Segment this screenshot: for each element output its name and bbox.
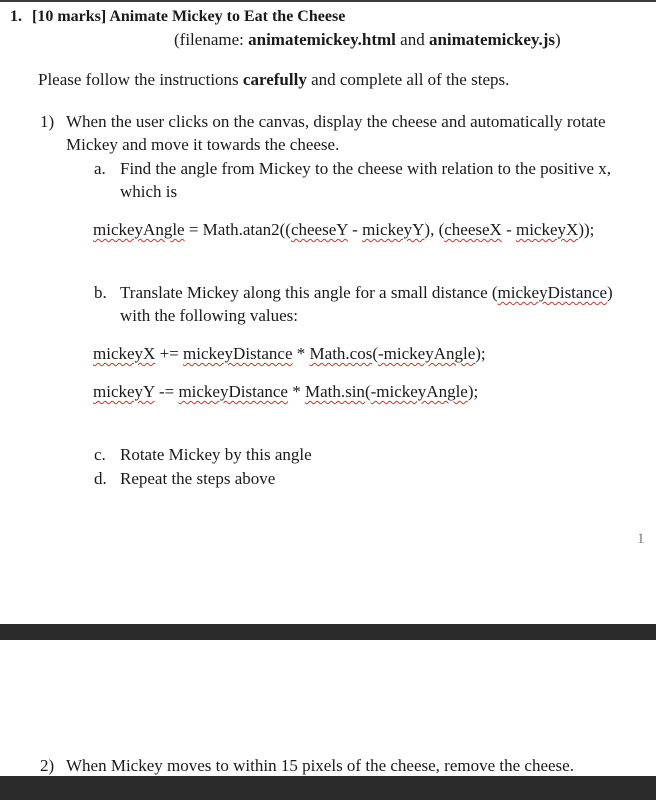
formula-angle-mid4: - (501, 220, 516, 239)
question-title: Animate Mickey to Eat the Cheese (109, 8, 346, 25)
page-number: 1 (637, 531, 645, 547)
step1-line1: When the user clicks on the canvas, display the cheese and automatically rotate (66, 112, 606, 131)
filename-js: animatemickey.js (428, 30, 556, 49)
var-mickey-x: mickeyX (515, 220, 579, 239)
question-heading (10, 8, 345, 26)
fx-var: mickeyX (93, 344, 156, 363)
formula-angle-mid2: - (347, 220, 363, 239)
fy-var: mickeyY (93, 382, 155, 401)
intro-before: Please follow the instructions (38, 70, 243, 89)
step1-line2: Mickey and move it towards the cheese. (66, 135, 340, 154)
question-number: 1. (10, 8, 22, 25)
step-a-letter: a. (94, 159, 106, 178)
var-cheese-x: cheeseX (444, 220, 502, 239)
fy-end: ); (467, 382, 479, 401)
filename-prefix: (filename: (174, 30, 249, 49)
step-b-line1 (120, 283, 613, 303)
fy-fn: Math.sin (304, 382, 365, 401)
var-mickey-y: mickeyY (362, 220, 425, 239)
intro-bold: carefully (242, 70, 307, 89)
page-break-band (0, 624, 656, 640)
fx-fn: Math.cos (309, 344, 373, 363)
var-mickey-angle: mickeyAngle (93, 220, 185, 239)
intro-line (38, 70, 509, 90)
fy-dist: mickeyDistance (178, 382, 288, 401)
step-b-letter: b. (94, 283, 107, 302)
question-marks: [10 marks] (32, 8, 107, 25)
top-border (0, 0, 656, 2)
bottom-band (0, 776, 656, 800)
step1-number: 1) (40, 112, 55, 131)
step2-text: When Mickey moves to within 15 pixels of the cheese, remove the cheese. (66, 756, 574, 775)
step-b-line2: with the following values: (120, 306, 299, 325)
fx-dist: mickeyDistance (183, 344, 293, 363)
step-b-line1-after: ) (607, 283, 613, 302)
step-d-text: Repeat the steps above (120, 469, 276, 488)
step-b-line1-before: Translate Mickey along this angle for a small distance ( (120, 283, 498, 302)
fy-op: -= (154, 382, 179, 401)
filename-suffix: ) (555, 30, 561, 49)
step-c-text: Rotate Mickey by this angle (120, 445, 312, 464)
fx-arg: -mickeyAngle (378, 344, 476, 363)
formula-angle-mid3: ), ( (424, 220, 445, 239)
var-cheese-y: cheeseY (290, 220, 348, 239)
formula-angle-end: )); (578, 220, 595, 239)
fy-arg: -mickeyAngle (370, 382, 468, 401)
formula-angle-mid1: = Math.atan2(( (184, 220, 291, 239)
filename-line (174, 30, 561, 50)
fy-mult: * (287, 382, 305, 401)
fx-op: += (155, 344, 184, 363)
step2-number: 2) (40, 756, 55, 775)
formula-y (93, 382, 478, 402)
formula-angle (93, 220, 594, 240)
intro-after: and complete all of the steps. (306, 70, 510, 89)
fx-end: ); (475, 344, 486, 363)
step-a-line2: which is (120, 182, 178, 201)
fx-mult: * (292, 344, 310, 363)
fx-paren: ( (372, 344, 378, 363)
filename-html: animatemickey.html (248, 30, 396, 49)
var-mickey-distance: mickeyDistance (497, 283, 608, 302)
step-c-letter: c. (94, 445, 106, 464)
step-d-letter: d. (94, 469, 107, 488)
fy-paren: ( (364, 382, 371, 401)
formula-x (93, 344, 486, 364)
step-a-line1: Find the angle from Mickey to the cheese with relation to the positive x, (120, 159, 611, 178)
filename-and: and (395, 30, 429, 49)
